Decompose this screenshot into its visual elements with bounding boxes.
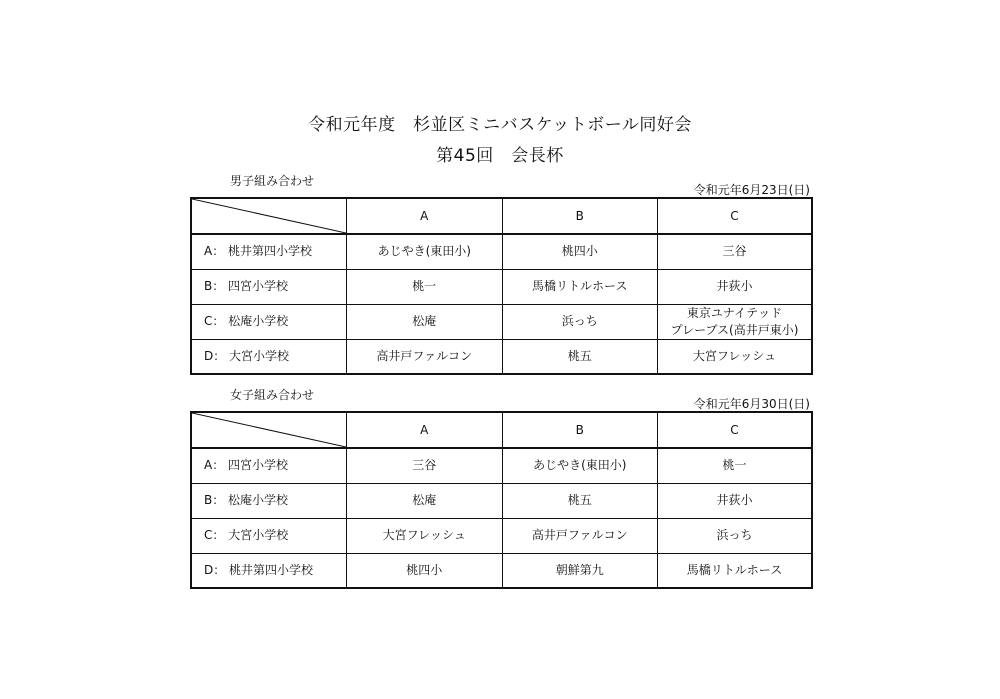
team-cell: 馬橋リトルホース: [502, 269, 658, 304]
row-header: A： 四宮小学校: [191, 448, 347, 483]
page-title: 令和元年度 杉並区ミニバスケットボール同好会: [308, 115, 692, 135]
team-cell: 高井戸ファルコン: [502, 518, 658, 553]
team-cell: 高井戸ファルコン: [347, 339, 503, 374]
column-header-c: C: [658, 198, 813, 234]
corner-cell: [191, 412, 347, 448]
row-header: B： 四宮小学校: [191, 269, 347, 304]
column-header-b: B: [502, 198, 658, 234]
team-cell: 松庵: [347, 483, 503, 518]
girls-date: 令和元年6月30日(日): [693, 397, 810, 411]
row-header: C： 大宮小学校: [191, 518, 347, 553]
team-cell: 桃四小: [347, 553, 503, 588]
column-header-a: A: [347, 198, 503, 234]
team-cell: 大宮フレッシュ: [658, 339, 813, 374]
team-cell: 桃四小: [502, 234, 658, 269]
row-header: A： 桃井第四小学校: [191, 234, 347, 269]
team-cell: 桃一: [658, 448, 813, 483]
team-cell: 浜っち: [658, 518, 813, 553]
team-cell: 井荻小: [658, 269, 813, 304]
team-cell: 桃五: [502, 483, 658, 518]
team-cell: 桃五: [502, 339, 658, 374]
diagonal-line: [192, 413, 346, 447]
table-row: [191, 518, 812, 553]
column-header-c: C: [658, 412, 813, 448]
girls-section-label: 女子組み合わせ: [230, 388, 315, 402]
page-subtitle: 第45回 会長杯: [436, 146, 564, 166]
team-cell: あじやき(東田小): [502, 448, 658, 483]
table-row: [191, 304, 812, 339]
diagonal-line: [192, 199, 346, 233]
table-header-row: [191, 198, 812, 234]
table-row: [191, 483, 812, 518]
corner-cell: [191, 198, 347, 234]
girls-bracket-table: [190, 411, 813, 589]
boys-bracket-table: [190, 197, 813, 375]
team-cell: 三谷: [347, 448, 503, 483]
team-cell: 松庵: [347, 304, 503, 339]
row-header: B： 松庵小学校: [191, 483, 347, 518]
row-header: D： 桃井第四小学校: [191, 553, 347, 588]
team-cell: 井荻小: [658, 483, 813, 518]
team-name-line2: プレーブス(高井戸東小): [670, 322, 799, 337]
boys-section-label: 男子組み合わせ: [230, 174, 315, 188]
team-name-line1: 東京ユナイテッド: [686, 305, 783, 320]
table-row: [191, 339, 812, 374]
team-cell: 大宮フレッシュ: [347, 518, 503, 553]
boys-date: 令和元年6月23日(日): [693, 183, 810, 197]
table-row: [191, 553, 812, 588]
table-row: [191, 269, 812, 304]
table-row: [191, 234, 812, 269]
table-row: [191, 448, 812, 483]
team-cell: 三谷: [658, 234, 813, 269]
team-cell: あじやき(東田小): [347, 234, 503, 269]
team-cell: 浜っち: [502, 304, 658, 339]
row-header: C： 松庵小学校: [191, 304, 347, 339]
column-header-a: A: [347, 412, 503, 448]
team-cell: [658, 304, 813, 339]
team-cell: 馬橋リトルホース: [658, 553, 813, 588]
column-header-b: B: [502, 412, 658, 448]
row-header: D： 大宮小学校: [191, 339, 347, 374]
team-cell: 朝鮮第九: [502, 553, 658, 588]
team-cell: 桃一: [347, 269, 503, 304]
table-header-row: [191, 412, 812, 448]
